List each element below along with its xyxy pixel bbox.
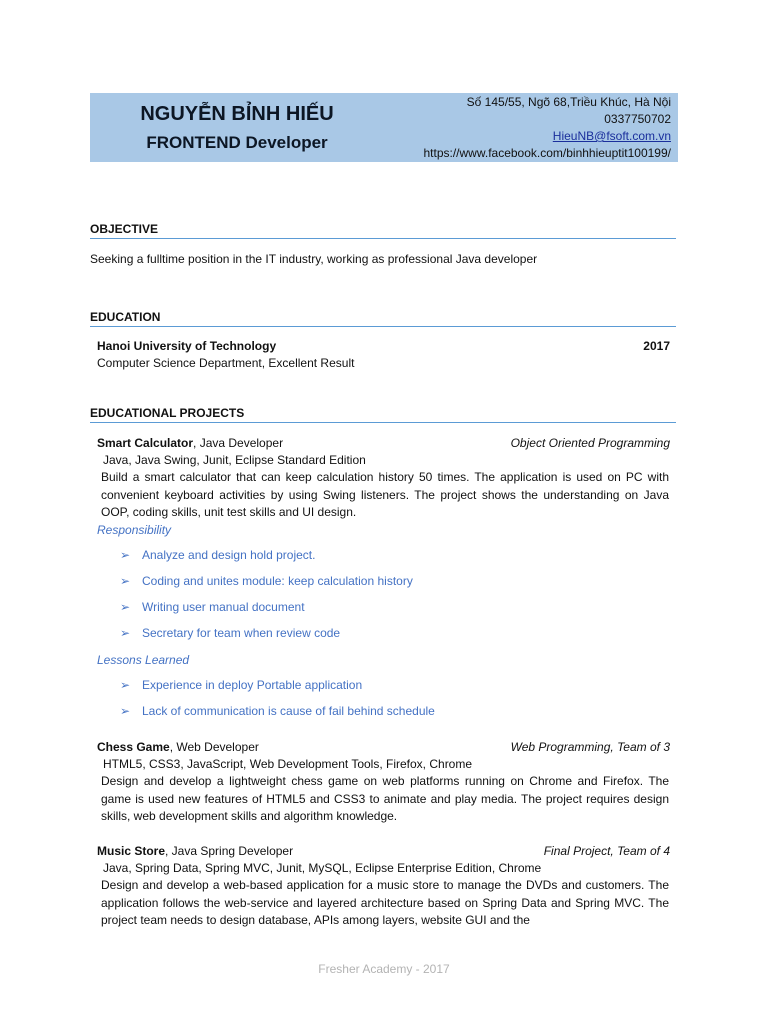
project-3-context: Final Project, Team of 4 [543,844,670,858]
responsibility-item: ➢ Secretary for team when review code [120,626,341,640]
project-1-context: Object Oriented Programming [510,436,670,450]
responsibility-item: ➢ Coding and unites module: keep calculation history [120,574,413,588]
candidate-name: NGUYỄN BỈNH HIẾU [140,103,334,125]
education-detail: Computer Science Department, Excellent Result [97,356,355,370]
project-2-heading [97,739,259,756]
lesson-item: ➢ Experience in deploy Portable application [120,678,363,692]
project-1-heading [97,435,283,452]
project-2-context: Web Programming, Team of 3 [510,740,670,754]
responsibility-item: ➢ Writing user manual document [120,600,305,614]
project-3-role: , Java Spring Developer [165,844,294,858]
project-2-tech: HTML5, CSS3, JavaScript, Web Development Tools, Firefox, Chrome [103,757,473,771]
arrow-bullet-icon: ➢ [120,600,131,614]
page-footer: Fresher Academy - 2017 [318,962,450,976]
project-3-heading [97,843,293,860]
project-3-description: Design and develop a web-based application for a music store to manage the DVDs and customers. The application follows the web-service and layered architecture based on Spring Data and Spring MVC. The project team needs to design database, APIs among layers, website GUI and the [101,878,669,927]
lessons-label: Lessons Learned [97,653,190,667]
project-1-tech: Java, Java Swing, Junit, Eclipse Standard Edition [103,453,366,467]
project-1-description: Build a smart calculator that can keep calculation history 50 times. The application is used on PC with convenient keyboard activities by using Swing listeners. The project shows the understanding on Java OOP, coding skills, unit test skills and UI design. [101,470,669,519]
lesson-item: ➢ Lack of communication is cause of fail behind schedule [120,704,435,718]
school-name: Hanoi University of Technology [97,339,277,353]
address: Số 145/55, Ngõ 68,Triều Khúc, Hà Nội [466,95,671,109]
project-3-name: Music Store [97,844,166,858]
arrow-bullet-icon: ➢ [120,626,131,640]
project-2-role: , Web Developer [169,740,259,754]
section-objective-title: OBJECTIVE [90,222,676,236]
responsibility-label: Responsibility [97,523,172,537]
candidate-role: FRONTEND Developer [146,133,328,152]
contact-block [424,94,672,162]
objective-text: Seeking a fulltime position in the IT industry, working as professional Java developer [90,252,538,266]
project-2-name: Chess Game [97,740,170,754]
project-3-tech: Java, Spring Data, Spring MVC, Junit, MySQL, Eclipse Enterprise Edition, Chrome [103,861,542,875]
section-education-title: EDUCATION [90,310,676,324]
project-2-description: Design and develop a lightweight chess game on web platforms running on Chrome and Firefox. The game is used new features of HTML5 and CSS3 to animate and play media. The project requires design skills, web development skills and algorithm knowledge. [101,774,669,823]
header-banner [90,93,678,162]
phone: 0337750702 [604,112,671,126]
arrow-bullet-icon: ➢ [120,574,131,588]
arrow-bullet-icon: ➢ [120,548,131,562]
email-link[interactable]: HieuNB@fsoft.com.vn [552,129,671,143]
project-1-name: Smart Calculator [97,436,194,450]
responsibility-item: ➢ Analyze and design hold project. [120,548,316,562]
section-projects-title: EDUCATIONAL PROJECTS [90,406,676,420]
arrow-bullet-icon: ➢ [120,678,131,692]
facebook-link[interactable]: https://www.facebook.com/binhhieuptit100199/ [423,146,671,160]
arrow-bullet-icon: ➢ [120,704,131,718]
project-1-role: , Java Developer [193,436,284,450]
graduation-year: 2017 [643,339,670,353]
